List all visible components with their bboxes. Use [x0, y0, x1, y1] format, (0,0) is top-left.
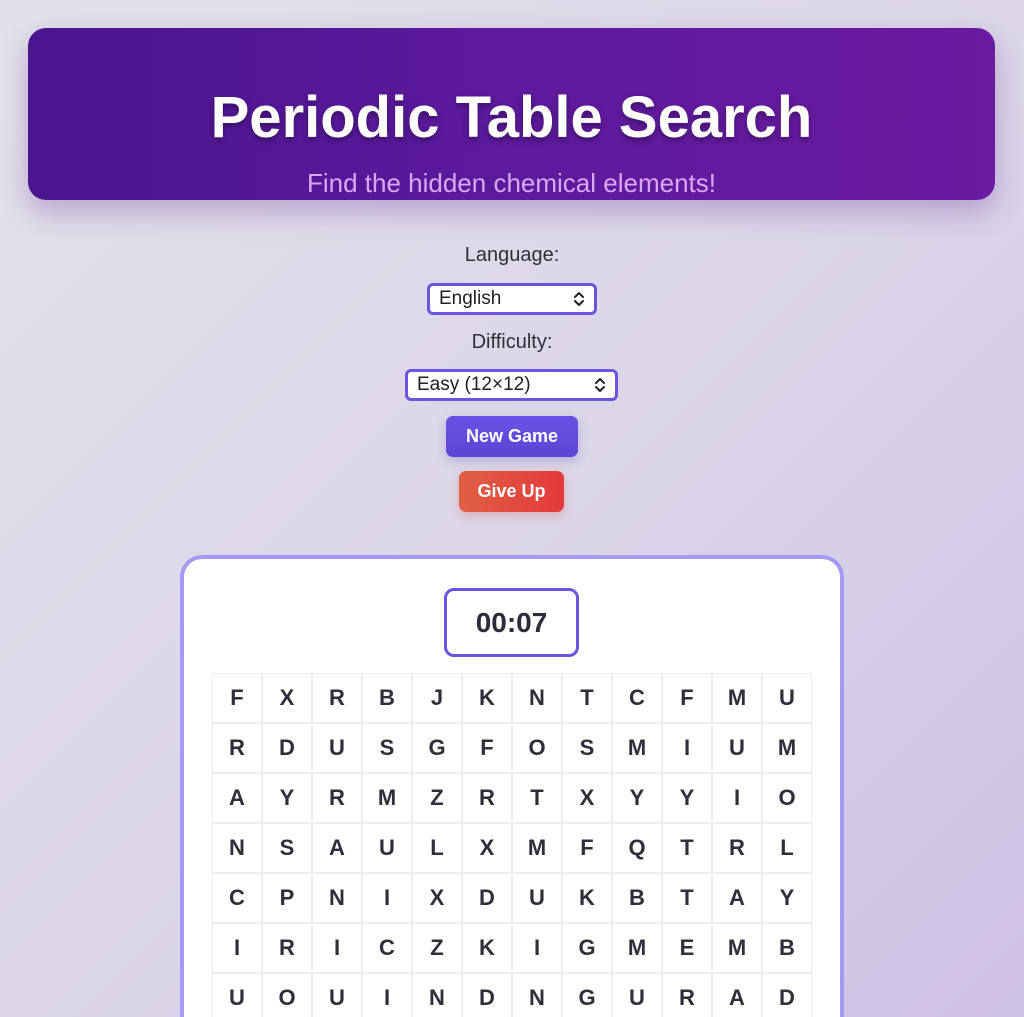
grid-cell[interactable]: X [263, 674, 311, 722]
grid-cell[interactable]: S [363, 724, 411, 772]
grid-cell[interactable]: T [663, 874, 711, 922]
grid-cell[interactable]: Y [763, 874, 811, 922]
grid-cell[interactable]: F [663, 674, 711, 722]
grid-cell[interactable]: G [413, 724, 461, 772]
grid-cell[interactable]: K [563, 874, 611, 922]
grid-cell[interactable]: A [213, 774, 261, 822]
grid-cell[interactable]: J [413, 674, 461, 722]
grid-cell[interactable]: K [463, 924, 511, 972]
grid-cell[interactable]: O [513, 724, 561, 772]
grid-cell[interactable]: L [763, 824, 811, 872]
grid-cell[interactable]: U [513, 874, 561, 922]
grid-cell[interactable]: T [663, 824, 711, 872]
grid-cell[interactable]: F [213, 674, 261, 722]
difficulty-select[interactable] [405, 369, 618, 401]
grid-cell[interactable]: I [213, 924, 261, 972]
language-select[interactable] [427, 283, 597, 315]
grid-cell[interactable]: Q [613, 824, 661, 872]
grid-cell[interactable]: U [613, 974, 661, 1017]
grid-cell[interactable]: Z [413, 774, 461, 822]
grid-cell[interactable]: U [713, 724, 761, 772]
grid-cell[interactable]: C [363, 924, 411, 972]
grid-cell[interactable]: R [313, 674, 361, 722]
timer-display: 00:07 [444, 588, 579, 657]
give-up-button[interactable]: Give Up [459, 471, 564, 512]
select-arrows-icon [572, 290, 586, 308]
grid-cell[interactable]: X [413, 874, 461, 922]
grid-cell[interactable]: U [313, 724, 361, 772]
grid-cell[interactable]: C [613, 674, 661, 722]
grid-cell[interactable]: O [763, 774, 811, 822]
letter-grid [212, 673, 812, 1017]
grid-cell[interactable]: N [513, 974, 561, 1017]
grid-cell[interactable]: B [613, 874, 661, 922]
grid-cell[interactable]: A [713, 974, 761, 1017]
grid-cell[interactable]: R [263, 924, 311, 972]
grid-cell[interactable]: I [663, 724, 711, 772]
grid-cell[interactable]: R [713, 824, 761, 872]
grid-cell[interactable]: M [613, 724, 661, 772]
grid-cell[interactable]: D [263, 724, 311, 772]
grid-cell[interactable]: I [313, 924, 361, 972]
grid-cell[interactable]: K [463, 674, 511, 722]
grid-cell[interactable]: D [763, 974, 811, 1017]
grid-cell[interactable]: B [763, 924, 811, 972]
grid-cell[interactable]: R [663, 974, 711, 1017]
grid-cell[interactable]: Y [263, 774, 311, 822]
grid-cell[interactable]: B [363, 674, 411, 722]
grid-cell[interactable]: I [513, 924, 561, 972]
grid-cell[interactable]: G [563, 974, 611, 1017]
grid-cell[interactable]: M [713, 674, 761, 722]
difficulty-select-value: Easy (12×12) [417, 374, 531, 395]
grid-cell[interactable]: T [563, 674, 611, 722]
grid-cell[interactable]: I [713, 774, 761, 822]
language-select-value: English [439, 288, 502, 309]
grid-cell[interactable]: Y [663, 774, 711, 822]
page-subtitle: Find the hidden chemical elements! [306, 168, 716, 198]
difficulty-label: Difficulty: [471, 331, 553, 353]
grid-cell[interactable]: N [413, 974, 461, 1017]
grid-cell[interactable]: U [213, 974, 261, 1017]
grid-cell[interactable]: M [613, 924, 661, 972]
grid-cell[interactable]: I [363, 874, 411, 922]
grid-cell[interactable]: R [313, 774, 361, 822]
grid-cell[interactable]: D [463, 974, 511, 1017]
grid-cell[interactable]: S [563, 724, 611, 772]
grid-cell[interactable]: G [563, 924, 611, 972]
grid-cell[interactable]: D [463, 874, 511, 922]
grid-cell[interactable]: N [213, 824, 261, 872]
grid-cell[interactable]: M [513, 824, 561, 872]
grid-cell[interactable]: U [763, 674, 811, 722]
page-title: Periodic Table Search [210, 85, 813, 150]
grid-cell[interactable]: Y [613, 774, 661, 822]
grid-cell[interactable]: R [463, 774, 511, 822]
grid-cell[interactable]: M [763, 724, 811, 772]
grid-cell[interactable]: X [563, 774, 611, 822]
grid-cell[interactable]: Z [413, 924, 461, 972]
header-banner [28, 28, 995, 200]
grid-cell[interactable]: P [263, 874, 311, 922]
grid-cell[interactable]: R [213, 724, 261, 772]
grid-cell[interactable]: U [363, 824, 411, 872]
grid-cell[interactable]: N [313, 874, 361, 922]
select-arrows-icon [593, 376, 607, 394]
language-label: Language: [464, 244, 560, 266]
grid-cell[interactable]: M [363, 774, 411, 822]
grid-cell[interactable]: E [663, 924, 711, 972]
grid-cell[interactable]: N [513, 674, 561, 722]
grid-cell[interactable]: I [363, 974, 411, 1017]
grid-cell[interactable]: T [513, 774, 561, 822]
grid-cell[interactable]: A [713, 874, 761, 922]
grid-cell[interactable]: U [313, 974, 361, 1017]
grid-cell[interactable]: X [463, 824, 511, 872]
grid-cell[interactable]: O [263, 974, 311, 1017]
grid-cell[interactable]: L [413, 824, 461, 872]
grid-cell[interactable]: F [563, 824, 611, 872]
grid-cell[interactable]: M [713, 924, 761, 972]
grid-cell[interactable]: A [313, 824, 361, 872]
new-game-button[interactable]: New Game [446, 416, 578, 457]
grid-cell[interactable]: F [463, 724, 511, 772]
grid-cell[interactable]: C [213, 874, 261, 922]
grid-cell[interactable]: S [263, 824, 311, 872]
